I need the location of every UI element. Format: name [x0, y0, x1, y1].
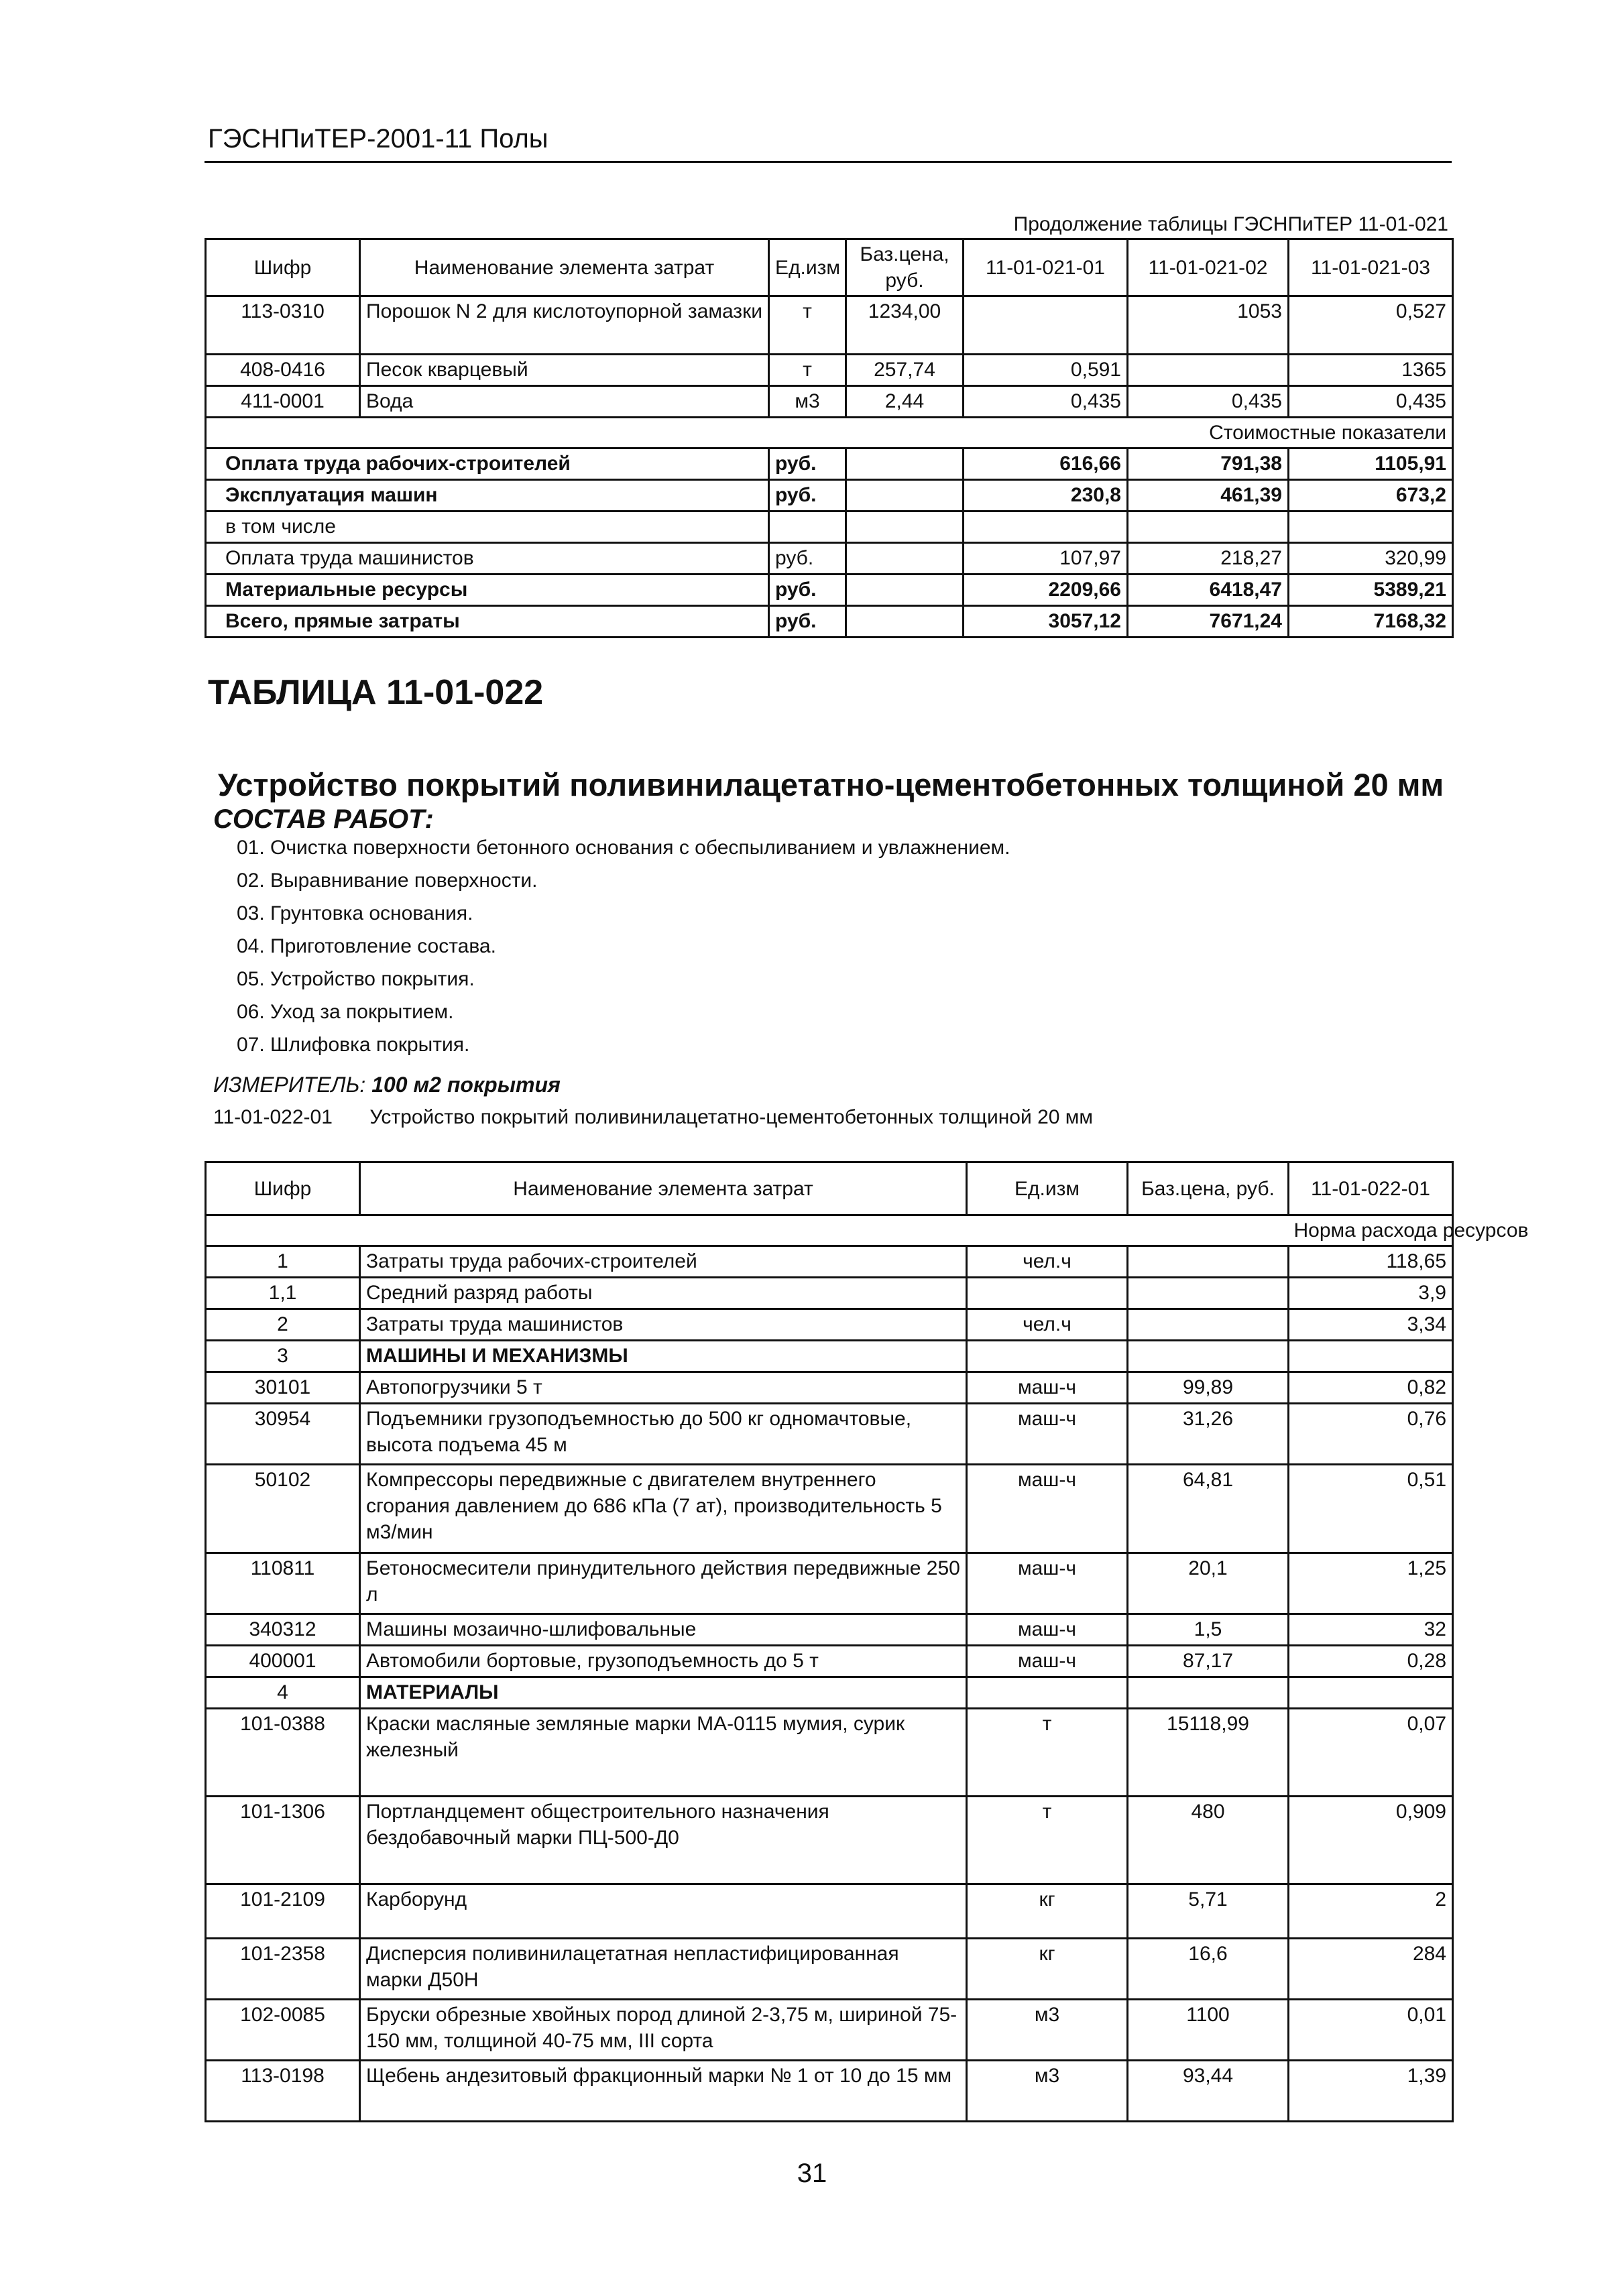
cost-value: 107,97 [964, 543, 1128, 575]
table-cell [1128, 1677, 1289, 1709]
section-label: Норма расхода ресурсов [1289, 1215, 1453, 1246]
cost-value: 6418,47 [1128, 575, 1289, 606]
work-item: 04. Приготовление состава. [237, 935, 496, 957]
column-header: Баз.цена, руб. [846, 239, 964, 296]
table-cell: 3,9 [1289, 1278, 1453, 1309]
column-header: 11-01-022-01 [1289, 1162, 1453, 1215]
table-cell: МАТЕРИАЛЫ [360, 1677, 967, 1709]
cost-value [1289, 511, 1453, 543]
cost-row [206, 511, 1453, 543]
cost-base [846, 480, 964, 511]
cost-base [846, 606, 964, 638]
table-cell: 0,82 [1289, 1372, 1453, 1404]
cost-unit: руб. [769, 543, 846, 575]
cost-unit: руб. [769, 448, 846, 480]
table-cell: маш-ч [967, 1465, 1128, 1553]
table-cell: 101-2109 [206, 1884, 360, 1939]
table-cell: 118,65 [1289, 1246, 1453, 1278]
table-cell: м3 [967, 2000, 1128, 2061]
table-cell [1128, 1341, 1289, 1372]
table-cell: 0,76 [1289, 1404, 1453, 1465]
table-cell: 0,909 [1289, 1797, 1453, 1884]
table-row [206, 355, 1453, 386]
column-header: 11-01-021-01 [964, 239, 1128, 296]
table-cell: Затраты труда машинистов [360, 1309, 967, 1341]
table-cell: т [769, 355, 846, 386]
column-header: 11-01-021-02 [1128, 239, 1289, 296]
table-row [206, 386, 1453, 418]
table-cell: чел.ч [967, 1309, 1128, 1341]
table-cell: 1053 [1128, 296, 1289, 355]
table-cell: Карборунд [360, 1884, 967, 1939]
table-cell: Автопогрузчики 5 т [360, 1372, 967, 1404]
table-row [206, 1614, 1453, 1646]
table-cell: 0,51 [1289, 1465, 1453, 1553]
table-cell: 102-0085 [206, 2000, 360, 2061]
column-header: Ед.изм [769, 239, 846, 296]
cost-unit [769, 511, 846, 543]
cost-name: в том числе [206, 511, 769, 543]
table-cell: 31,26 [1128, 1404, 1289, 1465]
section-spacer [206, 1215, 1289, 1246]
cost-value [1128, 511, 1289, 543]
work-item: 07. Шлифовка покрытия. [237, 1034, 470, 1056]
table-cell: 3,34 [1289, 1309, 1453, 1341]
table1-continuation: Продолжение таблицы ГЭСНПиТЕР 11-01-021 [1013, 213, 1448, 235]
table-cell: 110811 [206, 1553, 360, 1614]
table-cell: 3 [206, 1341, 360, 1372]
table-cell: 0,01 [1289, 2000, 1453, 2061]
table-cell: Автомобили бортовые, грузоподъемность до 5 т [360, 1646, 967, 1677]
table-cell: 16,6 [1128, 1939, 1289, 2000]
cost-base [846, 575, 964, 606]
section-title: Устройство покрытий поливинилацетатно-цементобетонных толщиной 20 мм [218, 767, 1444, 802]
table-cell: 101-1306 [206, 1797, 360, 1884]
table-cell: Щебень андезитовый фракционный марки № 1 от 10 до 15 мм [360, 2061, 967, 2122]
table-cell: т [769, 296, 846, 355]
table-cell: 1 [206, 1246, 360, 1278]
column-header: 11-01-021-03 [1289, 239, 1453, 296]
table-cell: Порошок N 2 для кислотоупорной замазки [360, 296, 769, 355]
table-row [206, 1372, 1453, 1404]
table-cell: 1100 [1128, 2000, 1289, 2061]
table-cell: 1,5 [1128, 1614, 1289, 1646]
table-cell: 30101 [206, 1372, 360, 1404]
section-label: Стоимостные показатели [964, 418, 1453, 448]
cost-name: Оплата труда рабочих-строителей [206, 448, 769, 480]
table-cell: Дисперсия поливинилацетатная непластифицированная марки Д50Н [360, 1939, 967, 2000]
table-cell: Затраты труда рабочих-строителей [360, 1246, 967, 1278]
table-11-01-022 [205, 1161, 1529, 2122]
table-cell [1128, 1309, 1289, 1341]
table-cell: 411-0001 [206, 386, 360, 418]
table-cell: 340312 [206, 1614, 360, 1646]
table-cell: 1234,00 [846, 296, 964, 355]
table-cell: 101-2358 [206, 1939, 360, 2000]
table-11-01-021 [205, 238, 1454, 638]
table-row [206, 1677, 1453, 1709]
norm-code: 11-01-022-01 [213, 1106, 333, 1128]
cost-value: 1105,91 [1289, 448, 1453, 480]
table-cell: 0,527 [1289, 296, 1453, 355]
table-cell: 64,81 [1128, 1465, 1289, 1553]
cost-value: 7671,24 [1128, 606, 1289, 638]
running-header: ГЭСНПиТЕР-2001-11 Полы [208, 124, 548, 154]
unit-label: ИЗМЕРИТЕЛЬ: [213, 1073, 366, 1097]
cost-value: 320,99 [1289, 543, 1453, 575]
cost-row [206, 575, 1453, 606]
table-cell: 2,44 [846, 386, 964, 418]
table-row [206, 1309, 1453, 1341]
table-cell: 93,44 [1128, 2061, 1289, 2122]
table-cell: Компрессоры передвижные с двигателем внутреннего сгорания давлением до 686 кПа (7 ат), производительность 5 м3/мин [360, 1465, 967, 1553]
table-row [206, 1553, 1453, 1614]
table-cell: т [967, 1797, 1128, 1884]
table-row [206, 1939, 1453, 2000]
table-cell: 113-0198 [206, 2061, 360, 2122]
table-cell: 32 [1289, 1614, 1453, 1646]
table-cell: маш-ч [967, 1372, 1128, 1404]
table-cell: Подъемники грузоподъемностью до 500 кг одномачтовые, высота подъема 45 м [360, 1404, 967, 1465]
table-cell: Вода [360, 386, 769, 418]
unit-of-measure [213, 1073, 561, 1097]
norm-description: Устройство покрытий поливинилацетатно-цементобетонных толщиной 20 мм [369, 1106, 1094, 1128]
table-row [206, 1709, 1453, 1797]
table-cell: 0,435 [964, 386, 1128, 418]
cost-unit: руб. [769, 575, 846, 606]
table-cell: т [967, 1709, 1128, 1797]
cost-row [206, 480, 1453, 511]
table-row [206, 1246, 1453, 1278]
column-header: Шифр [206, 1162, 360, 1215]
cost-row [206, 543, 1453, 575]
section-row [206, 1215, 1453, 1246]
table-cell: кг [967, 1884, 1128, 1939]
column-header: Ед.изм [967, 1162, 1128, 1215]
cost-value: 230,8 [964, 480, 1128, 511]
table-cell: 1,39 [1289, 2061, 1453, 2122]
page-number: 31 [797, 2159, 827, 2188]
cost-row [206, 606, 1453, 638]
table-row [206, 2000, 1453, 2061]
cost-value: 2209,66 [964, 575, 1128, 606]
cost-value: 616,66 [964, 448, 1128, 480]
cost-base [846, 511, 964, 543]
table-cell [1128, 1246, 1289, 1278]
table-row [206, 1404, 1453, 1465]
table-cell: 4 [206, 1677, 360, 1709]
table-header-row [206, 239, 1453, 296]
cost-name: Эксплуатация машин [206, 480, 769, 511]
work-item: 06. Уход за покрытием. [237, 1001, 454, 1023]
work-item: 03. Грунтовка основания. [237, 902, 473, 924]
table-cell: 0,435 [1128, 386, 1289, 418]
cost-value: 461,39 [1128, 480, 1289, 511]
table-cell: 0,07 [1289, 1709, 1453, 1797]
table-cell [1289, 1677, 1453, 1709]
table-cell: 30954 [206, 1404, 360, 1465]
table-cell: маш-ч [967, 1553, 1128, 1614]
cost-base [846, 543, 964, 575]
cost-name: Всего, прямые затраты [206, 606, 769, 638]
table-cell [967, 1278, 1128, 1309]
table-cell: 2 [1289, 1884, 1453, 1939]
table-cell: 257,74 [846, 355, 964, 386]
table-cell: 1365 [1289, 355, 1453, 386]
table-cell: 2 [206, 1309, 360, 1341]
table-cell [964, 296, 1128, 355]
table-cell: 113-0310 [206, 296, 360, 355]
cost-unit: руб. [769, 480, 846, 511]
table-cell: 5,71 [1128, 1884, 1289, 1939]
section-spacer [206, 418, 964, 448]
work-item: 01. Очистка поверхности бетонного основания с обеспыливанием и увлажнением. [237, 837, 1010, 859]
table-cell: чел.ч [967, 1246, 1128, 1278]
norm-code-line [213, 1106, 1093, 1129]
table-row [206, 1797, 1453, 1884]
table-cell: 284 [1289, 1939, 1453, 2000]
table-cell [1128, 355, 1289, 386]
table-header-row [206, 1162, 1453, 1215]
table-row [206, 1278, 1453, 1309]
cost-value: 3057,12 [964, 606, 1128, 638]
cost-name: Оплата труда машинистов [206, 543, 769, 575]
table-row [206, 1646, 1453, 1677]
table-cell: 15118,99 [1128, 1709, 1289, 1797]
table-cell: 408-0416 [206, 355, 360, 386]
table-cell: м3 [769, 386, 846, 418]
table-cell: Средний разряд работы [360, 1278, 967, 1309]
table-cell: Песок кварцевый [360, 355, 769, 386]
table-cell: 0,435 [1289, 386, 1453, 418]
column-header: Баз.цена, руб. [1128, 1162, 1289, 1215]
table-cell: 50102 [206, 1465, 360, 1553]
table-row [206, 1341, 1453, 1372]
work-item: 05. Устройство покрытия. [237, 968, 475, 990]
table-title: ТАБЛИЦА 11-01-022 [208, 673, 544, 712]
table-cell: маш-ч [967, 1614, 1128, 1646]
cost-value: 791,38 [1128, 448, 1289, 480]
cost-value: 5389,21 [1289, 575, 1453, 606]
column-header: Наименование элемента затрат [360, 1162, 967, 1215]
table-cell: 101-0388 [206, 1709, 360, 1797]
table-cell: м3 [967, 2061, 1128, 2122]
column-header: Шифр [206, 239, 360, 296]
cost-base [846, 448, 964, 480]
cost-value [964, 511, 1128, 543]
cost-row [206, 448, 1453, 480]
cost-value: 7168,32 [1289, 606, 1453, 638]
table-cell: маш-ч [967, 1404, 1128, 1465]
work-composition-label: СОСТАВ РАБОТ: [213, 804, 434, 834]
table-cell [967, 1677, 1128, 1709]
cost-name: Материальные ресурсы [206, 575, 769, 606]
table-cell: 0,591 [964, 355, 1128, 386]
table-cell: 480 [1128, 1797, 1289, 1884]
work-item: 02. Выравнивание поверхности. [237, 869, 538, 892]
table-cell [1289, 1341, 1453, 1372]
table-row [206, 1884, 1453, 1939]
table-cell: 1,1 [206, 1278, 360, 1309]
table-cell: 87,17 [1128, 1646, 1289, 1677]
table-cell: 400001 [206, 1646, 360, 1677]
table-cell: 1,25 [1289, 1553, 1453, 1614]
table-cell: 0,28 [1289, 1646, 1453, 1677]
column-header: Наименование элемента затрат [360, 239, 769, 296]
table-cell: МАШИНЫ И МЕХАНИЗМЫ [360, 1341, 967, 1372]
header-rule [205, 161, 1452, 163]
table-row [206, 1465, 1453, 1553]
table-cell: кг [967, 1939, 1128, 2000]
section-row [206, 418, 1453, 448]
table-cell: Бруски обрезные хвойных пород длиной 2-3,75 м, шириной 75-150 мм, толщиной 40-75 мм, III сорта [360, 2000, 967, 2061]
unit-value: 100 м2 покрытия [371, 1073, 561, 1097]
table-row [206, 2061, 1453, 2122]
table-cell: 20,1 [1128, 1553, 1289, 1614]
table-cell: 99,89 [1128, 1372, 1289, 1404]
table-row [206, 296, 1453, 355]
table-cell [1128, 1278, 1289, 1309]
table-cell: маш-ч [967, 1646, 1128, 1677]
table-cell [967, 1341, 1128, 1372]
cost-value: 218,27 [1128, 543, 1289, 575]
cost-value: 673,2 [1289, 480, 1453, 511]
table-cell: Машины мозаично-шлифовальные [360, 1614, 967, 1646]
cost-unit: руб. [769, 606, 846, 638]
table-cell: Бетоносмесители принудительного действия передвижные 250 л [360, 1553, 967, 1614]
table-cell: Краски масляные земляные марки МА-0115 мумия, сурик железный [360, 1709, 967, 1797]
table-cell: Портландцемент общестроительного назначения бездобавочный марки ПЦ-500-Д0 [360, 1797, 967, 1884]
